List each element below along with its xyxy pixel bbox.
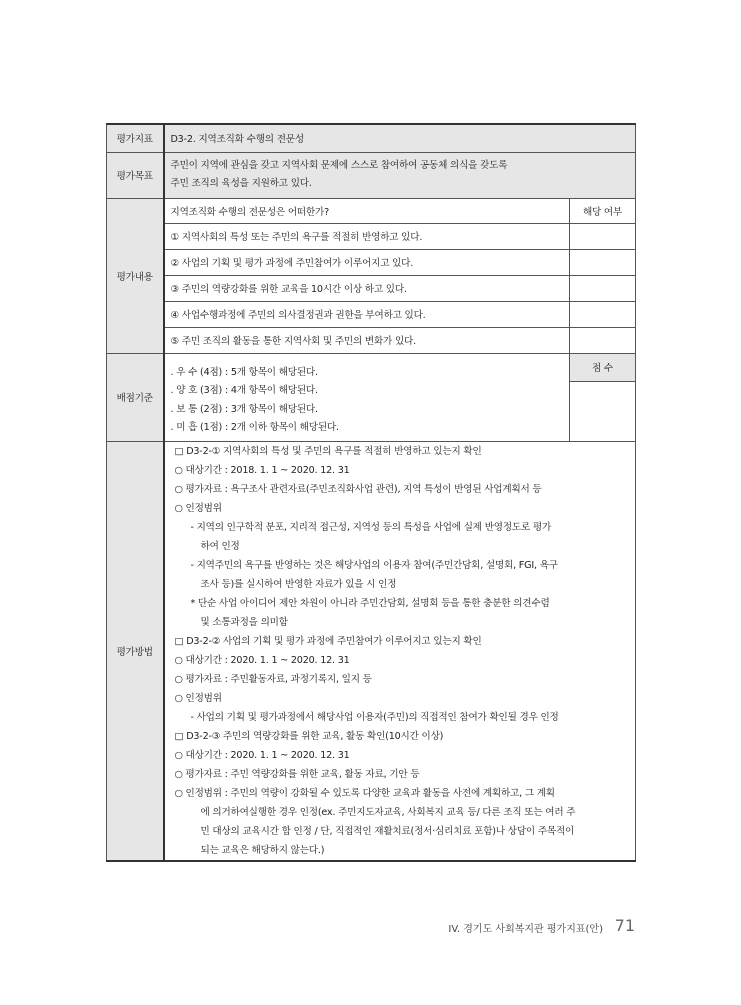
method-line: ○ 인정범위 : 주민의 역량이 강화될 수 있도록 다양한 교육과 활동을 사전에 계획하고, 그 계획	[174, 787, 555, 799]
running-title: IV. 경기도 사회복지관 평가지표(안)	[448, 924, 603, 935]
scoring-item: . 미 흡 (1점) : 2개 이하 항목이 해당된다.	[170, 422, 339, 433]
applicable-header: 해당 여부	[570, 198, 636, 223]
scoring-item: . 보 통 (2점) : 3개 항목이 해당된다.	[170, 403, 318, 415]
score-header: 점 수	[570, 353, 636, 381]
method-line: ○ 인정범위	[174, 692, 222, 704]
content-item-row	[107, 301, 636, 327]
method-line: ○ 인정범위	[174, 502, 222, 514]
method-line: * 단순 사업 아이디어 제안 차원이 아니라 주민간담회, 설명회 등을 통한 충분한 의견수렴	[190, 597, 550, 609]
content-item: ④ 사업수행과정에 주민의 의사결정권과 권한을 부여하고 있다.	[164, 301, 570, 327]
applicable-cell	[570, 223, 636, 249]
method-line: - 지역주민의 욕구를 반영하는 것은 해당사업의 이용자 참여(주민간담회, 설명회, FGI, 욕구	[190, 559, 558, 571]
content-item: ① 지역사회의 특성 또는 주민의 욕구를 적절히 반영하고 있다.	[164, 223, 570, 249]
method-line: 하여 인정	[200, 540, 240, 552]
method-line: ○ 평가자료 : 주민 역량강화를 위한 교육, 활동 자료, 기안 등	[174, 768, 420, 780]
applicable-cell	[570, 275, 636, 301]
method-line: ○ 대상기간 : 2020. 1. 1 ~ 2020. 12. 31	[174, 749, 350, 761]
score-cell	[570, 381, 636, 441]
method-line: 에 의거하여실행한 경우 인정(ex. 주민지도자교육, 사회복지 교육 등/ 다른 조직 또는 여러 주	[200, 806, 576, 818]
content-question-row	[107, 198, 636, 223]
scoring-item: . 양 호 (3점) : 4개 항목이 해당된다.	[170, 385, 318, 396]
method-line: 및 소통과정을 의미함	[200, 616, 288, 628]
goal-row	[107, 152, 636, 198]
page-number: 71	[614, 916, 635, 935]
method-line: 민 대상의 교육시간 합 인정 / 단, 직접적인 재활치료(정서·심리치료 포함)나 상담이 주목적이	[200, 825, 575, 837]
scoring-item: . 우 수 (4점) : 5개 항목이 해당된다.	[170, 366, 318, 378]
method-line: □ D3-2-② 사업의 기획 및 평가 과정에 주민참여가 이루어지고 있는지 확인	[174, 635, 482, 647]
method-line: ○ 평가자료 : 주민활동자료, 과정기록지, 일지 등	[174, 673, 372, 685]
goal-line: 주민 조직의 육성을 지원하고 있다.	[170, 178, 312, 189]
content-item-row	[107, 275, 636, 301]
method-line: - 사업의 기획 및 평가과정에서 해당사업 이용자(주민)의 직접적인 참여가 확인될 경우 인정	[190, 711, 559, 723]
method-line: ○ 평가자료 : 욕구조사 관련자료(주민조직화사업 관련), 지역 특성이 반영된 사업계획서 등	[174, 483, 542, 495]
applicable-cell	[570, 301, 636, 327]
method-line: ○ 대상기간 : 2018. 1. 1 ~ 2020. 12. 31	[174, 464, 350, 476]
content-label: 평가내용	[107, 198, 164, 353]
content-item-row	[107, 223, 636, 249]
method-row	[107, 441, 636, 861]
indicator-value: D3-2. 지역조직화 수행의 전문성	[164, 124, 636, 152]
content-question: 지역조직화 수행의 전문성은 어떠한가?	[164, 198, 570, 223]
method-line: □ D3-2-③ 주민의 역량강화를 위한 교육, 활동 확인(10시간 이상)	[174, 730, 444, 742]
method-label: 평가방법	[107, 441, 164, 861]
scoring-row	[107, 353, 636, 381]
applicable-cell	[570, 327, 636, 353]
evaluation-table	[106, 123, 636, 862]
content-item-row	[107, 249, 636, 275]
content-item: ⑤ 주민 조직의 활동을 통한 지역사회 및 주민의 변화가 있다.	[164, 327, 570, 353]
content-item: ② 사업의 기획 및 평가 과정에 주민참여가 이루어지고 있다.	[164, 249, 570, 275]
scoring-label: 배점기준	[107, 353, 164, 441]
method-line: 조사 등)를 실시하여 반영한 자료가 있을 시 인정	[200, 578, 397, 590]
method-line: - 지역의 인구학적 분포, 지리적 접근성, 지역성 등의 특성을 사업에 실제 반영정도로 평가	[190, 521, 552, 533]
indicator-row	[107, 124, 636, 152]
applicable-cell	[570, 249, 636, 275]
indicator-label: 평가지표	[107, 124, 164, 152]
goal-label: 평가목표	[107, 152, 164, 198]
method-line: ○ 대상기간 : 2020. 1. 1 ~ 2020. 12. 31	[174, 654, 350, 666]
content-item-row	[107, 327, 636, 353]
method-line: 되는 교육은 해당하지 않는다.)	[200, 844, 325, 856]
goal-text	[164, 152, 636, 198]
method-text	[164, 441, 636, 861]
scoring-criteria	[164, 353, 570, 441]
content-item: ③ 주민의 역량강화를 위한 교육을 10시간 이상 하고 있다.	[164, 275, 570, 301]
goal-line: 주민이 지역에 관심을 갖고 지역사회 문제에 스스로 참여하여 공동체 의식을 갖도록	[170, 159, 508, 171]
method-line: □ D3-2-① 지역사회의 특성 및 주민의 욕구를 적절히 반영하고 있는지 확인	[174, 445, 482, 457]
